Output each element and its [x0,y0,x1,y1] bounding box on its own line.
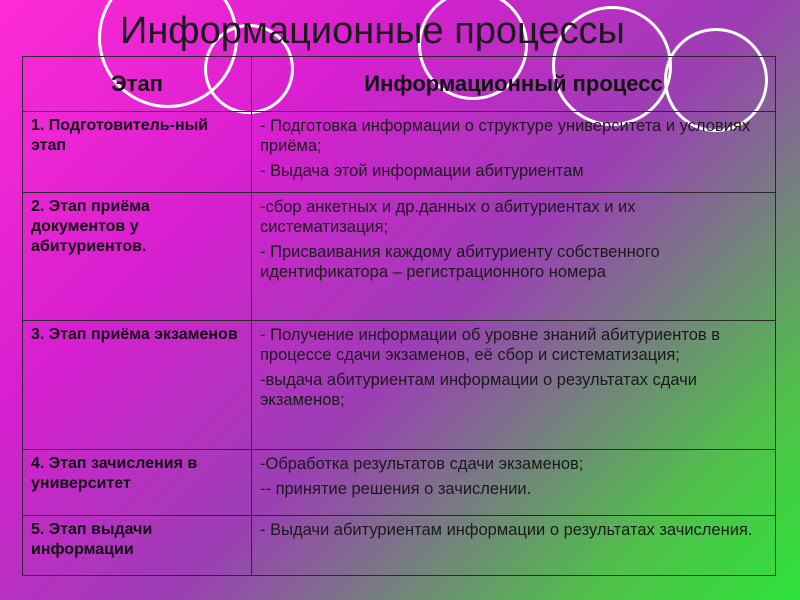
process-item: - Выдачи абитуриентам информации о результатах зачисления. [260,521,753,539]
header-process: Информационный процесс [252,57,776,112]
process-cell [252,321,776,450]
process-cell [252,112,776,193]
process-item: - Подготовка информации о структуре университета и условиях приёма; [260,117,751,155]
process-item: - Получение информации об уровне знаний абитуриентов в процессе сдачи экзаменов, её сбор и систематизация; [260,326,720,364]
stage-cell: 3. Этап приёма экзаменов [23,321,252,450]
slide-title: Информационные процессы [120,10,625,52]
process-cell [252,193,776,321]
table-row [23,516,776,576]
process-table [22,56,776,576]
table-header-row [23,57,776,112]
stage-cell: 2. Этап приёма документов у абитуриентов. [23,193,252,321]
stage-cell: 5. Этап выдачи информации [23,516,252,576]
header-stage: Этап [23,57,252,112]
table-row [23,321,776,450]
table-row [23,112,776,193]
process-item: - Выдача этой информации абитуриентам [260,162,584,180]
process-cell [252,516,776,576]
process-item: -Обработка результатов сдачи экзаменов; [260,455,584,473]
process-item: -выдача абитуриентам информации о результатах сдачи экзаменов; [260,371,698,409]
table-row [23,450,776,516]
process-item: -сбор анкетных и др.данных о абитуриентах и их систематизация; [260,198,636,236]
table-row [23,193,776,321]
process-cell [252,450,776,516]
process-item: -- принятие решения о зачислении. [260,480,532,498]
stage-cell: 4. Этап зачисления в университет [23,450,252,516]
stage-cell: 1. Подготовитель-ный этап [23,112,252,193]
process-item: - Присваивания каждому абитуриенту собственного идентификатора – регистрационного номера [260,243,660,281]
